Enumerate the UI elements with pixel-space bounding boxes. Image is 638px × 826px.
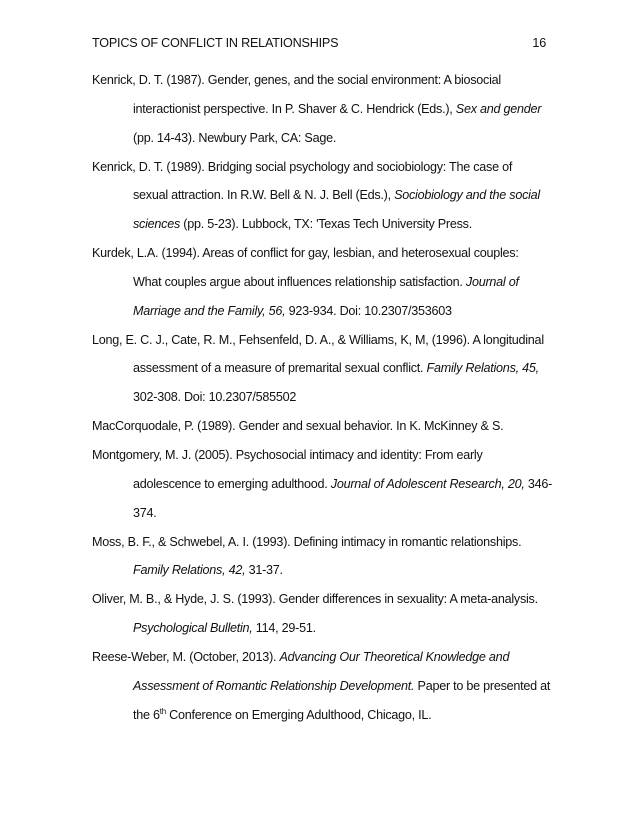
italic-text: Psychological Bulletin, <box>133 621 253 636</box>
reference-line <box>92 157 546 186</box>
reference-list <box>92 70 553 733</box>
reference-text: 923-934. Doi: 10.2307/353603 <box>285 303 452 318</box>
reference-line <box>92 705 546 734</box>
reference-line <box>92 647 546 676</box>
reference-entry <box>92 243 546 330</box>
reference-text: 302-308. Doi: 10.2307/585502 <box>133 390 297 405</box>
reference-text: 374. <box>133 505 157 520</box>
italic-text: Family Relations, 42, <box>133 563 246 578</box>
reference-line <box>92 128 546 157</box>
reference-line <box>92 185 546 214</box>
reference-line <box>92 532 546 561</box>
italic-text: Sex and gender <box>455 101 542 116</box>
reference-line <box>92 589 546 618</box>
reference-line <box>92 301 546 330</box>
italic-text: Family Relations, 45, <box>426 361 539 376</box>
reference-text: assessment of a measure of premarital sexual conflict. <box>133 361 427 376</box>
reference-text: Long, E. C. J., Cate, R. M., Fehsenfeld, D. A., & Williams, K, M, (1996). A longitudinal <box>92 332 544 347</box>
reference-line <box>92 358 546 387</box>
reference-line <box>92 474 553 503</box>
reference-text: Kurdek, L.A. (1994). Areas of conflict for gay, lesbian, and heterosexual couples: <box>92 246 519 261</box>
reference-text: What couples argue about influences relationship satisfaction. <box>133 274 466 289</box>
reference-line <box>92 70 546 99</box>
italic-text: Sociobiology and the social <box>394 188 540 203</box>
reference-entry <box>92 416 546 445</box>
superscript-text: th <box>159 706 166 716</box>
reference-line <box>92 503 546 532</box>
reference-line <box>92 387 546 416</box>
reference-text: 346- <box>524 476 553 491</box>
reference-text: Paper to be presented at <box>414 678 551 693</box>
reference-text: Montgomery, M. J. (2005). Psychosocial intimacy and identity: From early <box>92 447 483 462</box>
reference-entry <box>92 70 546 157</box>
reference-line <box>92 416 546 445</box>
reference-line <box>92 445 546 474</box>
page-number: 16 <box>532 36 546 50</box>
italic-text: Marriage and the Family, 56, <box>133 303 286 318</box>
reference-entry <box>92 330 546 417</box>
reference-text: (pp. 14-43). Newbury Park, CA: Sage. <box>133 130 337 145</box>
reference-line <box>92 676 551 705</box>
reference-line <box>92 560 546 589</box>
italic-text: Advancing Our Theoretical Knowledge and <box>279 649 510 664</box>
reference-text: Moss, B. F., & Schwebel, A. I. (1993). Defining intimacy in romantic relationships. <box>92 534 522 549</box>
reference-text: 31-37. <box>245 563 283 578</box>
reference-text: Kenrick, D. T. (1989). Bridging social psychology and sociobiology: The case of <box>92 159 513 174</box>
reference-entry <box>92 647 551 734</box>
reference-text: Conference on Emerging Adulthood, Chicago, IL. <box>165 707 432 722</box>
reference-text: sexual attraction. In R.W. Bell & N. J. Bell (Eds.), <box>133 188 395 203</box>
reference-text: the 6 <box>133 707 160 722</box>
reference-text: adolescence to emerging adulthood. <box>133 476 331 491</box>
reference-text: MacCorquodale, P. (1989). Gender and sexual behavior. In K. McKinney & S. <box>92 419 504 434</box>
reference-entry <box>92 532 546 590</box>
reference-line <box>92 214 546 243</box>
reference-line <box>92 330 546 359</box>
reference-text: Kenrick, D. T. (1987). Gender, genes, and the social environment: A biosocial <box>92 73 501 87</box>
reference-entry <box>92 589 546 647</box>
reference-line <box>92 618 546 647</box>
italic-text: Assessment of Romantic Relationship Development. <box>133 678 415 693</box>
reference-text: Reese-Weber, M. (October, 2013). <box>92 649 280 664</box>
page-header <box>92 36 546 56</box>
reference-text: Oliver, M. B., & Hyde, J. S. (1993). Gender differences in sexuality: A meta-analysis. <box>92 592 538 607</box>
reference-entry <box>92 445 553 532</box>
reference-line <box>92 243 546 272</box>
reference-entry <box>92 157 546 244</box>
reference-line <box>92 272 546 301</box>
italic-text: Journal of Adolescent Research, 20, <box>330 476 525 491</box>
reference-line <box>92 99 546 128</box>
running-head: TOPICS OF CONFLICT IN RELATIONSHIPS <box>92 36 339 50</box>
reference-text: 114, 29-51. <box>252 621 316 636</box>
italic-text: Journal of <box>465 274 519 289</box>
reference-text: (pp. 5-23). Lubbock, TX: 'Texas Tech University Press. <box>180 217 472 232</box>
reference-text: interactionist perspective. In P. Shaver & C. Hendrick (Eds.), <box>133 101 456 116</box>
italic-text: sciences <box>133 217 180 232</box>
